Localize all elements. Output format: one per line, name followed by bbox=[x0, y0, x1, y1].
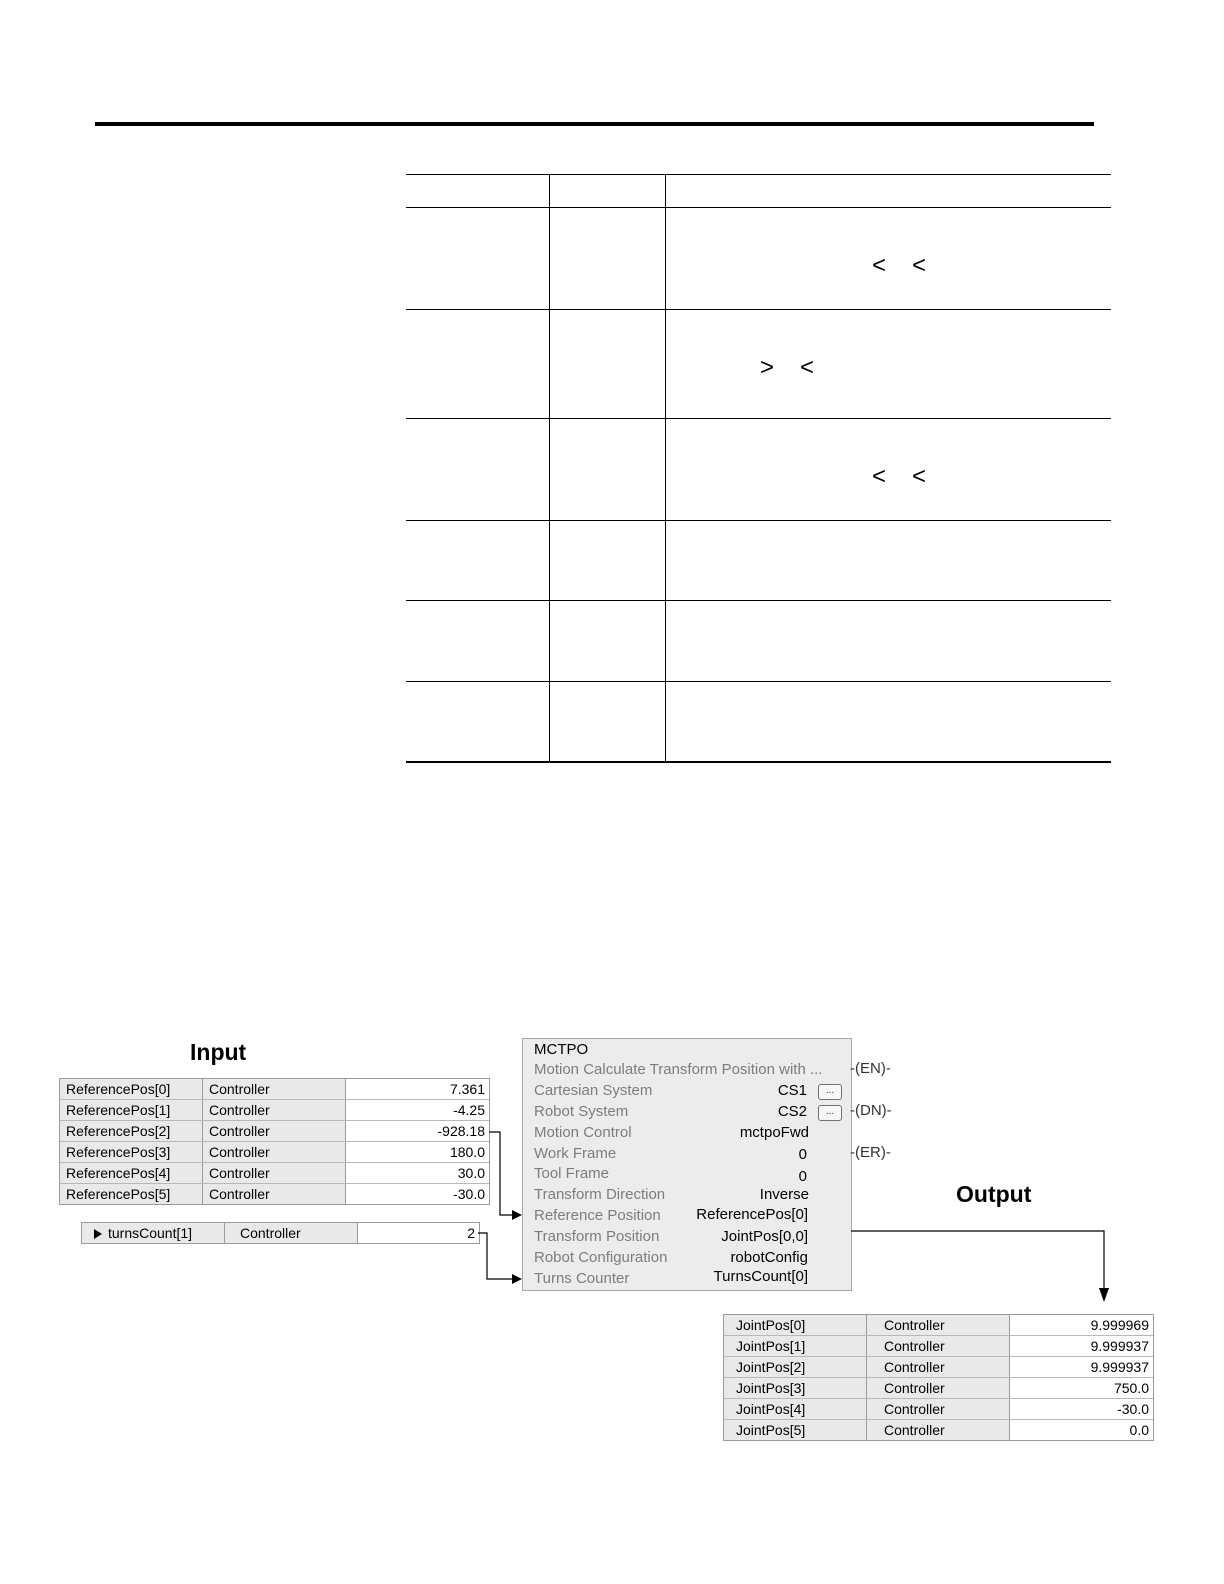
er-output-coil: -(ER)- bbox=[850, 1144, 891, 1161]
reference-position-wire bbox=[489, 1132, 512, 1215]
tag-scope: Controller bbox=[203, 1121, 346, 1141]
comparison-symbol: < bbox=[872, 252, 887, 279]
tag-scope: Controller bbox=[867, 1420, 1010, 1440]
comparison-symbol: < bbox=[872, 463, 887, 490]
param-value[interactable]: Inverse bbox=[759, 1186, 809, 1203]
comparison-symbol: < bbox=[800, 354, 815, 381]
tag-value[interactable]: 180.0 bbox=[346, 1142, 489, 1162]
tag-scope: Controller bbox=[225, 1223, 358, 1243]
tag-value[interactable]: 9.999937 bbox=[1010, 1357, 1153, 1377]
tag-name: JointPos[4] bbox=[724, 1399, 867, 1419]
tag-name: turnsCount[1] bbox=[108, 1225, 193, 1241]
dn-output-coil: -(DN)- bbox=[850, 1102, 892, 1119]
tag-name: JointPos[2] bbox=[724, 1357, 867, 1377]
param-value[interactable]: mctpoFwd bbox=[739, 1124, 809, 1141]
tag-value[interactable]: -4.25 bbox=[346, 1100, 489, 1120]
tag-scope: Controller bbox=[203, 1163, 346, 1183]
tag-name: JointPos[5] bbox=[724, 1420, 867, 1440]
tag-name: JointPos[1] bbox=[724, 1336, 867, 1356]
instruction-description: Motion Calculate Transform Position with ... bbox=[534, 1061, 823, 1078]
comparison-symbol: < bbox=[912, 252, 927, 279]
param-label: Motion Control bbox=[534, 1124, 632, 1141]
arrow-head-icon bbox=[512, 1210, 522, 1220]
param-value[interactable]: ReferencePos[0] bbox=[696, 1206, 808, 1223]
tag-value[interactable]: 9.999969 bbox=[1010, 1315, 1153, 1335]
tag-name: ReferencePos[1] bbox=[60, 1100, 203, 1120]
param-label: Work Frame bbox=[534, 1145, 617, 1162]
tag-scope: Controller bbox=[867, 1336, 1010, 1356]
tag-scope: Controller bbox=[203, 1079, 346, 1099]
tag-scope: Controller bbox=[867, 1357, 1010, 1377]
param-label: Robot System bbox=[534, 1103, 629, 1120]
tag-value[interactable]: -30.0 bbox=[346, 1184, 489, 1204]
transform-position-wire bbox=[851, 1231, 1104, 1290]
param-value[interactable]: CS2 bbox=[777, 1103, 807, 1120]
tag-scope: Controller bbox=[203, 1100, 346, 1120]
param-label: Cartesian System bbox=[534, 1082, 653, 1099]
tag-scope: Controller bbox=[203, 1142, 346, 1162]
turns-counter-wire bbox=[478, 1233, 512, 1279]
tag-value[interactable]: 0.0 bbox=[1010, 1420, 1153, 1440]
param-label: Tool Frame bbox=[534, 1165, 610, 1182]
param-label: Transform Position bbox=[534, 1228, 660, 1245]
param-value[interactable]: JointPos[0,0] bbox=[721, 1228, 808, 1245]
tag-value[interactable]: 750.0 bbox=[1010, 1378, 1153, 1398]
tag-value[interactable]: 30.0 bbox=[346, 1163, 489, 1183]
tag-name: ReferencePos[5] bbox=[60, 1184, 203, 1204]
tag-name: ReferencePos[2] bbox=[60, 1121, 203, 1141]
tag-value[interactable]: 2 bbox=[358, 1223, 479, 1243]
tag-value[interactable]: 9.999937 bbox=[1010, 1336, 1153, 1356]
param-value[interactable]: CS1 bbox=[777, 1082, 807, 1099]
tag-name: JointPos[0] bbox=[724, 1315, 867, 1335]
arrow-head-icon bbox=[512, 1274, 522, 1284]
tag-scope: Controller bbox=[867, 1315, 1010, 1335]
tag-name: ReferencePos[0] bbox=[60, 1079, 203, 1099]
param-value[interactable]: 0 bbox=[798, 1146, 807, 1163]
param-label: Robot Configuration bbox=[534, 1249, 668, 1266]
en-output-coil: -(EN)- bbox=[850, 1060, 891, 1077]
tag-value[interactable]: -30.0 bbox=[1010, 1399, 1153, 1419]
param-label: Reference Position bbox=[534, 1207, 661, 1224]
input-title: Input bbox=[190, 1039, 247, 1065]
instruction-name: MCTPO bbox=[534, 1041, 589, 1058]
tag-scope: Controller bbox=[867, 1399, 1010, 1419]
output-title: Output bbox=[956, 1181, 1032, 1207]
tag-value[interactable]: -928.18 bbox=[346, 1121, 489, 1141]
tag-scope: Controller bbox=[203, 1184, 346, 1204]
param-label: Transform Direction bbox=[534, 1186, 666, 1203]
param-label: Turns Counter bbox=[534, 1270, 630, 1287]
param-value[interactable]: TurnsCount[0] bbox=[713, 1268, 808, 1285]
param-value[interactable]: 0 bbox=[798, 1168, 807, 1185]
browse-button[interactable]: ... bbox=[818, 1084, 842, 1100]
tag-name: JointPos[3] bbox=[724, 1378, 867, 1398]
browse-button[interactable]: ... bbox=[818, 1105, 842, 1121]
comparison-symbol: < bbox=[912, 463, 927, 490]
tag-value[interactable]: 7.361 bbox=[346, 1079, 489, 1099]
tag-name: ReferencePos[3] bbox=[60, 1142, 203, 1162]
param-value[interactable]: robotConfig bbox=[730, 1249, 808, 1266]
comparison-symbol: > bbox=[760, 354, 775, 381]
tag-scope: Controller bbox=[867, 1378, 1010, 1398]
arrow-head-icon bbox=[1099, 1288, 1109, 1302]
tag-name: ReferencePos[4] bbox=[60, 1163, 203, 1183]
